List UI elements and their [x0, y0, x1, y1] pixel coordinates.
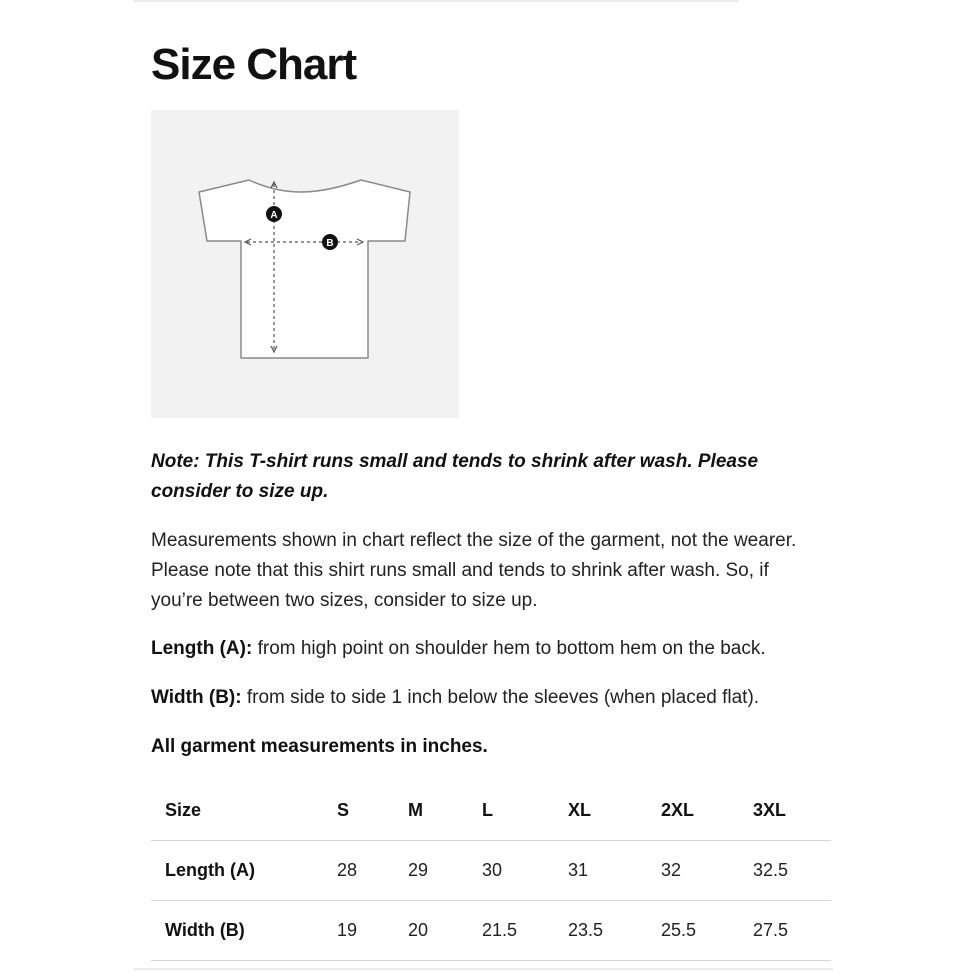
header-l: L [482, 781, 568, 841]
table-row [151, 841, 831, 901]
size-table [151, 781, 831, 961]
width-definition-label: Width (B): [151, 687, 242, 708]
table-cell: 21.5 [482, 901, 568, 961]
table-cell: 27.5 [753, 901, 831, 961]
row-label-length: Length (A) [151, 841, 337, 901]
table-cell: 19 [337, 901, 408, 961]
length-definition [151, 634, 841, 664]
units-note: All garment measurements in inches. [151, 736, 488, 757]
header-s: S [337, 781, 408, 841]
row-label-width: Width (B) [151, 901, 337, 961]
table-cell: 28 [337, 841, 408, 901]
table-cell: 23.5 [568, 901, 661, 961]
table-cell: 32.5 [753, 841, 831, 901]
header-2xl: 2XL [661, 781, 753, 841]
tshirt-diagram [151, 110, 459, 418]
header-3xl: 3XL [753, 781, 831, 841]
table-cell: 25.5 [661, 901, 753, 961]
table-cell: 31 [568, 841, 661, 901]
header-m: M [408, 781, 482, 841]
table-cell: 20 [408, 901, 482, 961]
table-header-row [151, 781, 831, 841]
marker-a-label: A [270, 210, 278, 221]
header-xl: XL [568, 781, 661, 841]
tshirt-outline-icon [151, 110, 459, 418]
top-divider [133, 0, 739, 2]
page-title: Size Chart [151, 40, 357, 89]
table-cell: 30 [482, 841, 568, 901]
header-size: Size [151, 781, 337, 841]
marker-b-label: B [326, 238, 334, 249]
table-cell: 32 [661, 841, 753, 901]
length-definition-label: Length (A): [151, 638, 253, 659]
table-cell: 29 [408, 841, 482, 901]
bottom-divider [133, 968, 833, 970]
width-definition-text: from side to side 1 inch below the sleeves (when placed flat). [241, 687, 760, 708]
measurement-description: Measurements shown in chart reflect the size of the garment, not the wearer. Please note that this shirt runs small and tends to shrink after wash. So, if you’re between two sizes, consider to size up. [151, 530, 797, 611]
table-row [151, 901, 831, 961]
length-definition-text: from high point on shoulder hem to bottom hem on the back. [252, 638, 766, 659]
fit-note: Note: This T-shirt runs small and tends to shrink after wash. Please consider to size up. [151, 451, 759, 502]
width-definition [151, 683, 841, 713]
